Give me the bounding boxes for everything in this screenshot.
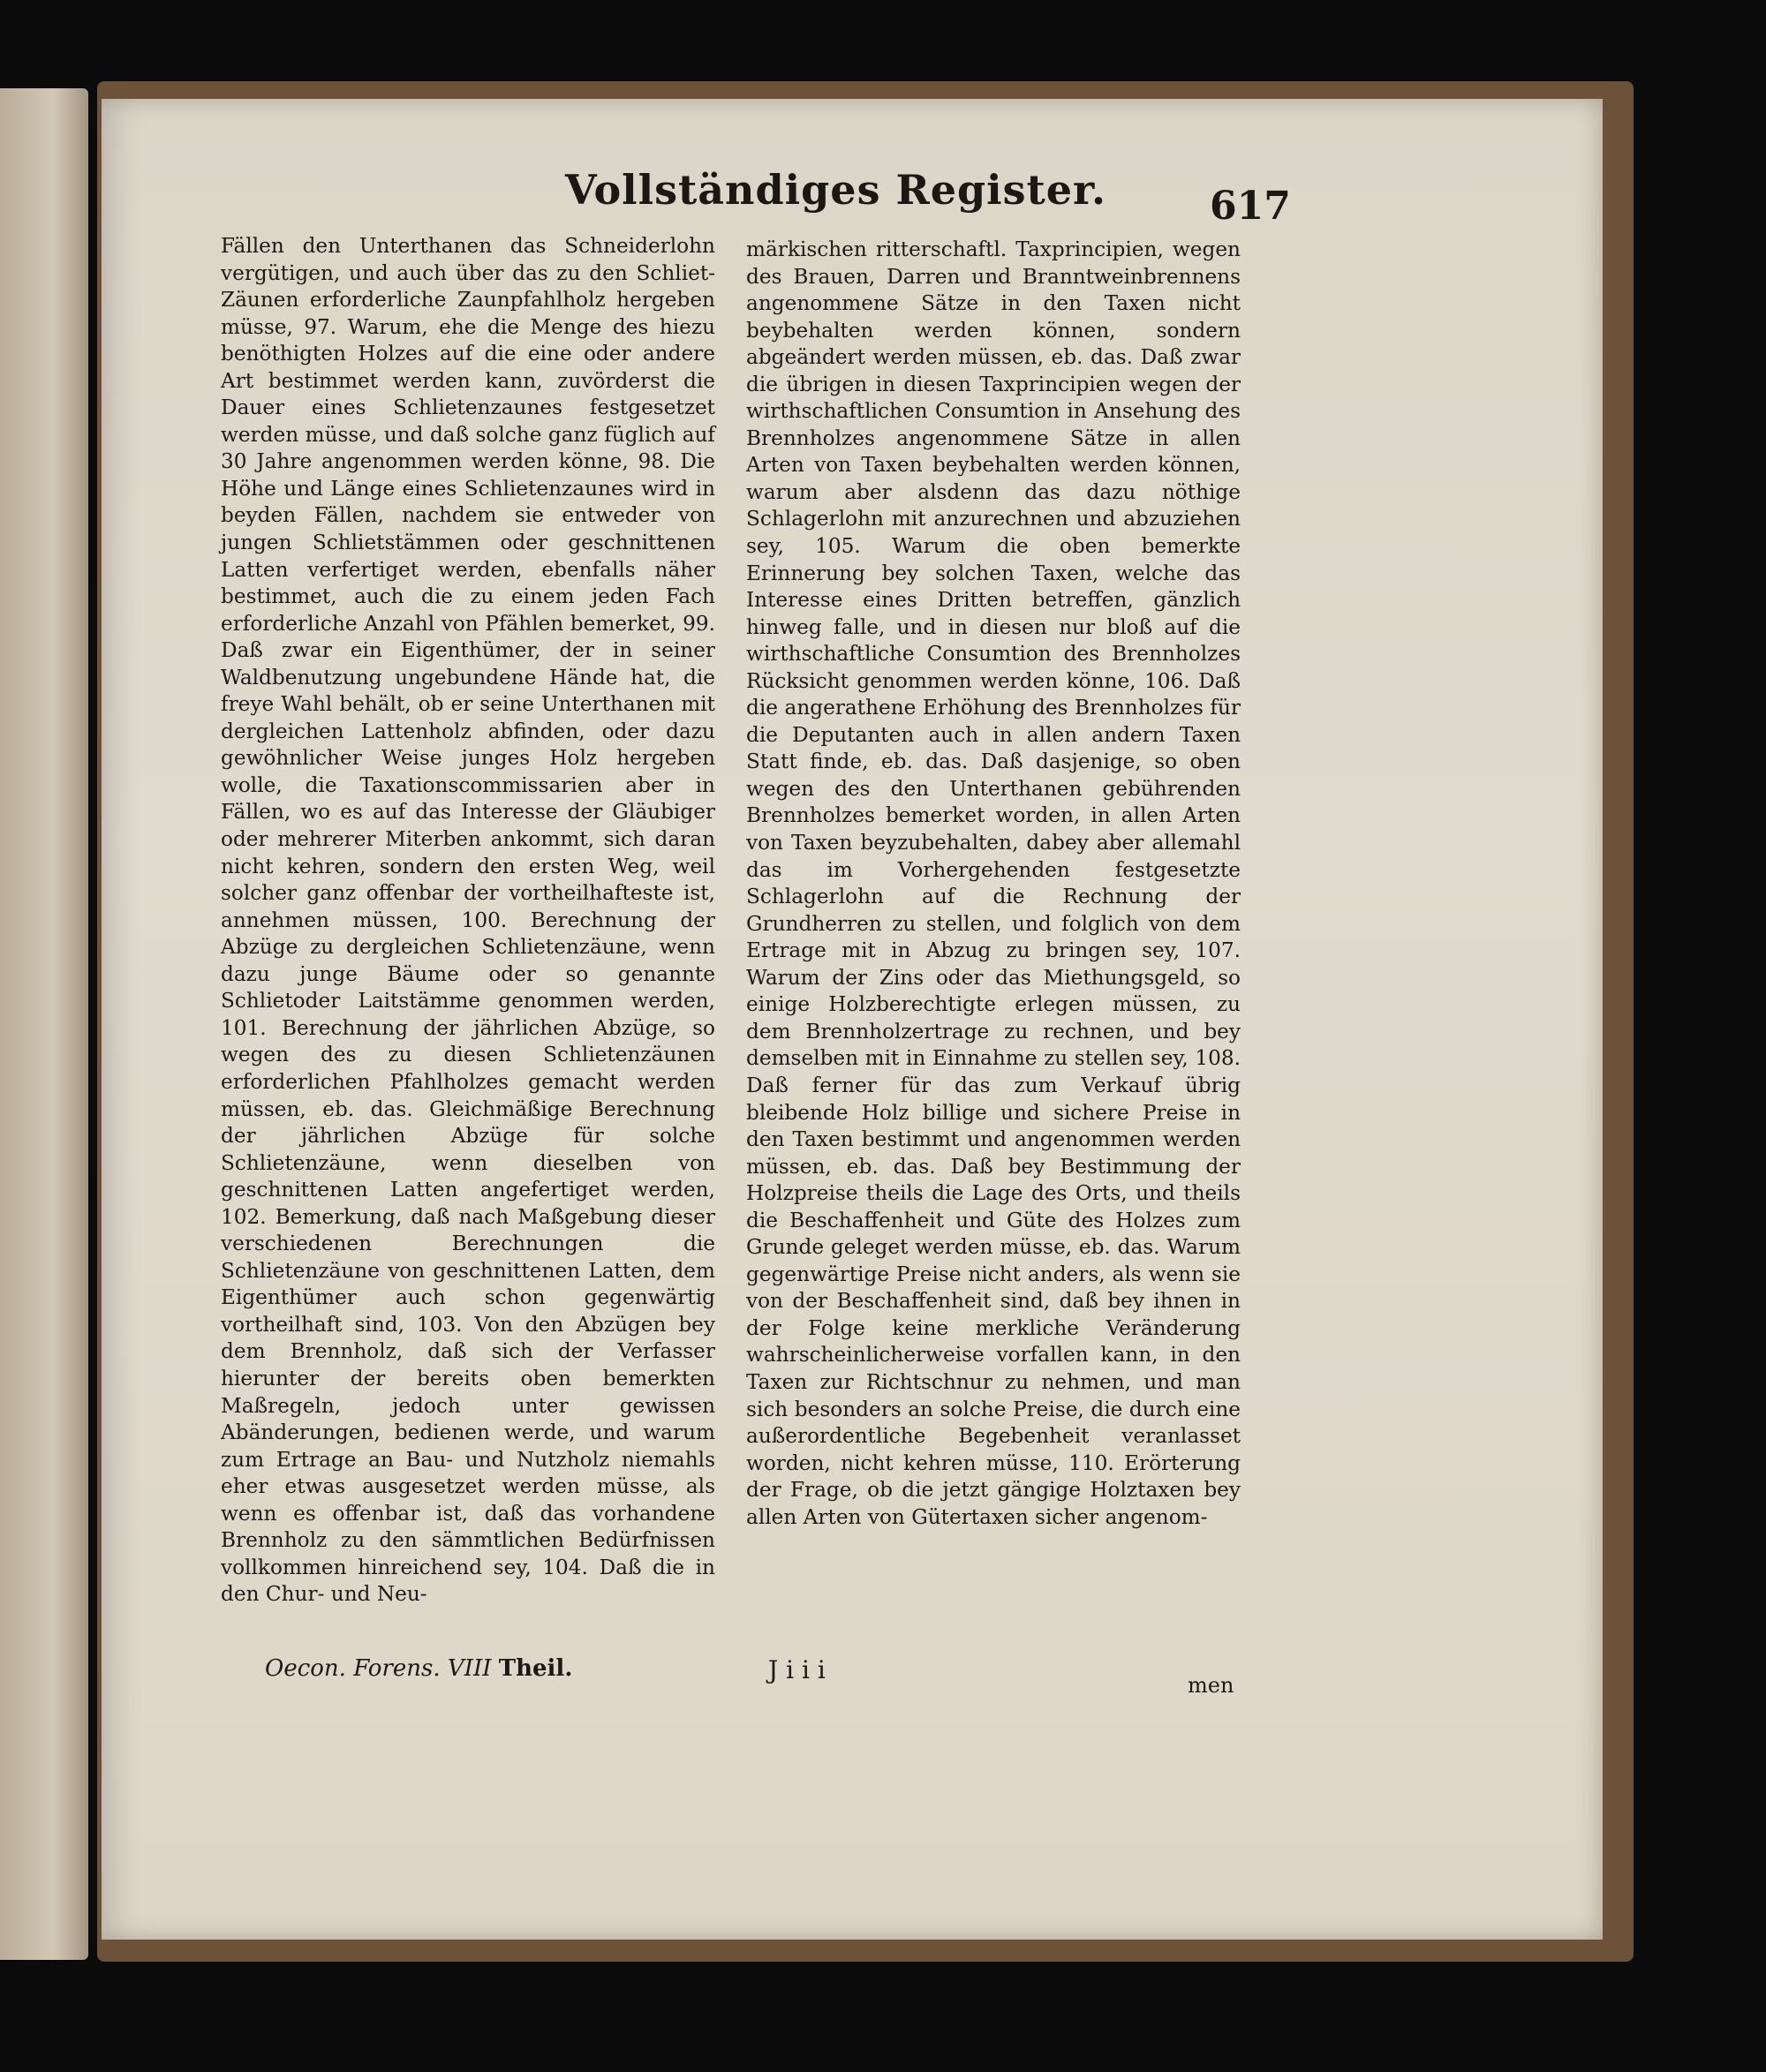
signature-line: [265, 1655, 572, 1682]
left-text-column: Fällen den Unterthanen das Schneiderlohn vergütigen, und auch über das zu den Schliet-Zäunen erforderliche Zaunpfahlholz hergeben müsse, 97. Warum, ehe die Menge des hiezu benöthigten Holzes auf die eine oder andere Art bestimmet werden kann, zuvörderst die Dauer eines Schlietenzaunes festgesetzet werden müsse, und daß solche ganz füglich auf 30 Jahre angenommen werden könne, 98. Die Höhe und Länge eines Schlietenzaunes wird in beyden Fällen, nachdem sie entweder von jungen Schlietstämmen oder geschnittenen Latten verfertiget werden, ebenfalls näher bestimmet, auch die zu einem jeden Fach erforderliche Anzahl von Pfählen bemerket, 99. Daß zwar ein Eigenthümer, der in seiner Waldbenutzung ungebundene Hände hat, die freye Wahl behält, ob er seine Unterthanen mit dergleichen Lattenholz abfinden, oder dazu gewöhnlicher Weise junges Holz hergeben wolle, die Taxationscommissarien aber in Fällen, wo es auf das Interesse der Gläubiger oder mehrerer Miterben ankommt, sich daran nicht kehren, sondern den ersten Weg, weil solcher ganz offenbar der vortheilhafteste ist, annehmen müssen, 100. Berechnung der Abzüge zu dergleichen Schlietenzäune, wenn dazu junge Bäume oder so genannte Schlietoder Laitstämme genommen werden, 101. Berechnung der jährlichen Abzüge, so wegen des zu diesen Schlietenzäunen erforderlichen Pfahlholzes gemacht werden müssen, eb. das. Gleichmäßige Berechnung der jährlichen Abzüge für solche Schlietenzäune, wenn dieselben von geschnittenen Latten angefertiget werden, 102. Bemerkung, daß nach Maßgebung dieser verschiedenen Berechnungen die Schlietenzäune von geschnittenen Latten, dem Eigenthümer auch schon gegenwärtig vortheilhaft sind, 103. Von den Abzügen bey dem Brennholz, daß sich der Verfasser hierunter der bereits oben bemerkten Maßregeln, jedoch unter gewissen Abänderungen, bedienen werde, und warum zum Ertrage an Bau- und Nutzholz niemahls eher etwas ausgesetzet werden müsse, als wenn es offenbar ist, daß das vorhandene Brennholz zu den sämmtlichen Bedürfnissen vollkommen hinreichend sey, 104. Daß die in den Chur- und Neu-: [221, 234, 715, 1607]
sheet-mark: J i i i: [768, 1655, 826, 1684]
facing-page-edge: [0, 88, 88, 1960]
signature-volume: VIII: [447, 1655, 492, 1682]
right-text-column: märkischen ritterschaftl. Taxprincipien, wegen des Brauen, Darren und Branntweinbrennens angenommene Sätze in den Taxen nicht beybehalten werden können, sondern abgeändert werden müssen, eb. das. Daß zwar die übrigen in diesen Taxprincipien wegen der wirthschaftlichen Consumtion in Ansehung des Brennholzes angenommene Sätze in allen Arten von Taxen beybehalten werden können, warum aber alsdenn das dazu nöthige Schlagerlohn mit anzurechnen und abzuziehen sey, 105. Warum die oben bemerkte Erinnerung bey solchen Taxen, welche das Interesse eines Dritten betreffen, gänzlich hinweg falle, und in diesen nur bloß auf die wirthschaftliche Consumtion des Brennholzes Rücksicht genommen werden könne, 106. Daß die angerathene Erhöhung des Brennholzes für die Deputanten auch in allen andern Taxen Statt finde, eb. das. Daß dasjenige, so oben wegen des den Unterthanen gebührenden Brennholzes bemerket worden, in allen Arten von Taxen beyzubehalten, dabey aber allemahl das im Vorhergehenden festgesetzte Schlagerlohn auf die Rechnung der Grundherren zu stellen, und folglich von dem Ertrage mit in Abzug zu bringen sey, 107. Warum der Zins oder das Miethungsgeld, so einige Holzberechtigte erlegen müssen, zu dem Brennholzertrage zu rechnen, und bey demselben mit in Einnahme zu stellen sey, 108. Daß ferner für das zum Verkauf übrig bleibende Holz billige und sichere Preise in den Taxen bestimmt und angenommen werden müssen, eb. das. Daß bey Bestimmung der Holzpreise theils die Lage des Orts, und theils die Beschaffenheit und Güte des Holzes zum Grunde geleget werden müsse, eb. das. Warum gegenwärtige Preise nicht anders, als wenn sie von der Beschaffenheit sind, daß bey ihnen in der Folge keine merkliche Veränderung wahrscheinlicherweise vorfallen kann, in den Taxen zur Richtschnur zu nehmen, und man sich besonders an solche Preise, die durch eine außerordentliche Begebenheit veranlasset worden, nicht kehren müsse, 110. Erörterung der Frage, ob die jetzt gängige Holztaxen bey allen Arten von Gütertaxen sicher angenom-: [746, 237, 1241, 1529]
signature-part: Theil.: [498, 1655, 573, 1682]
signature-title: Oecon. Forens.: [265, 1655, 441, 1682]
page-number: 617: [1210, 184, 1291, 229]
running-head: Vollständiges Register.: [565, 166, 1107, 214]
catchword: men: [1188, 1673, 1234, 1698]
